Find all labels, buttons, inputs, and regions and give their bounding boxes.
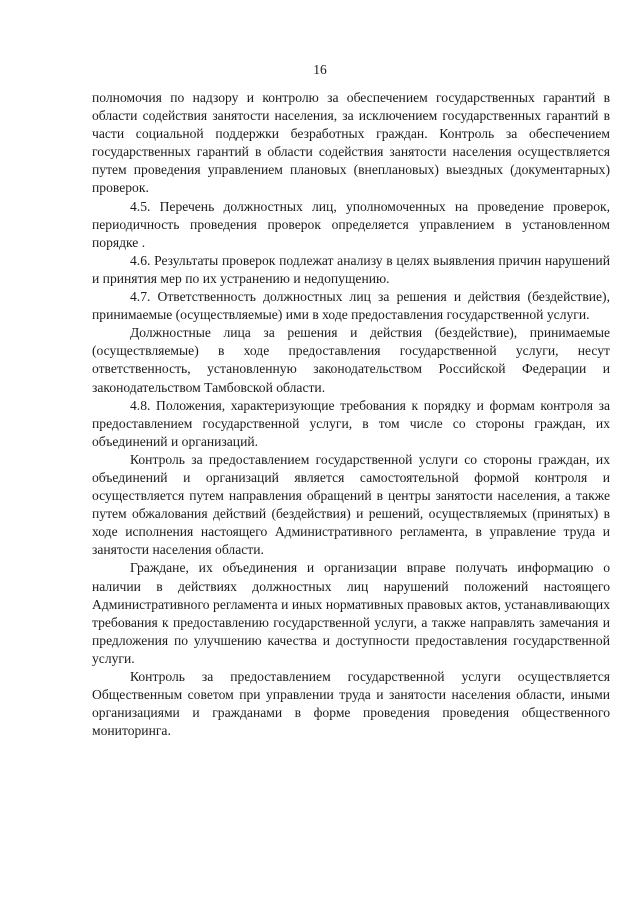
paragraph-4-5: 4.5. Перечень должностных лиц, уполномоченных на проведение проверок, периодичность проведения проверок определяется управлением в установленном порядке .	[92, 198, 610, 250]
body-text	[92, 89, 610, 740]
paragraph-4-8: 4.8. Положения, характеризующие требования к порядку и формам контроля за предоставлением государственной услуги, в том числе со стороны граждан, их объединений и организаций.	[92, 397, 610, 449]
paragraph-citizen-control: Контроль за предоставлением государственной услуги со стороны граждан, их объединений и организаций является самостоятельной формой контроля и осуществляется путем направления обращений в центры занятости населения, а также путем обжалования действий (бездействия) и решений, осуществляемых (принятых) в ходе исполнения настоящего Административного регламента, в управление труда и занятости населения области.	[92, 451, 610, 558]
paragraph-citizen-rights: Граждане, их объединения и организации вправе получать информацию о наличии в действиях должностных лиц нарушений положений настоящего Административного регламента и иных нормативных правовых актов, устанавливающих требования к предоставлению государственной услуги, а также направлять замечания и предложения по улучшению качества и доступности предоставления государственной услуги.	[92, 560, 610, 666]
page-number: 16	[313, 62, 327, 77]
paragraph-4-7: 4.7. Ответственность должностных лиц за решения и действия (бездействие), принимаемые (осуществляемые) ими в ходе предоставления государственной услуги.	[92, 289, 610, 323]
paragraph-continuation: полномочия по надзору и контролю за обеспечением государственных гарантий в области содействия занятости населения, за исключением государственных гарантий в части социальной поддержки безработных граждан. Контроль за обеспечением государственных гарантий в области содействия занятости населения осуществляется путем проведения управлением плановых (внеплановых) выездных (документарных) проверок.	[92, 90, 610, 196]
paragraph-officials-responsibility: Должностные лица за решения и действия (бездействие), принимаемые (осуществляемые) в ходе предоставления государственной услуги, несут ответственность, установленную законодательством Российской Федерации и законодательством Тамбовской области.	[92, 325, 610, 395]
paragraph-public-monitoring: Контроль за предоставлением государственной услуги осуществляется Общественным советом при управлении труда и занятости населения области, иными организациями и гражданами в форме проведения проведения общественного мониторинга.	[92, 669, 610, 739]
paragraph-4-6: 4.6. Результаты проверок подлежат анализу в целях выявления причин нарушений и принятия мер по их устранению и недопущению.	[92, 252, 610, 286]
